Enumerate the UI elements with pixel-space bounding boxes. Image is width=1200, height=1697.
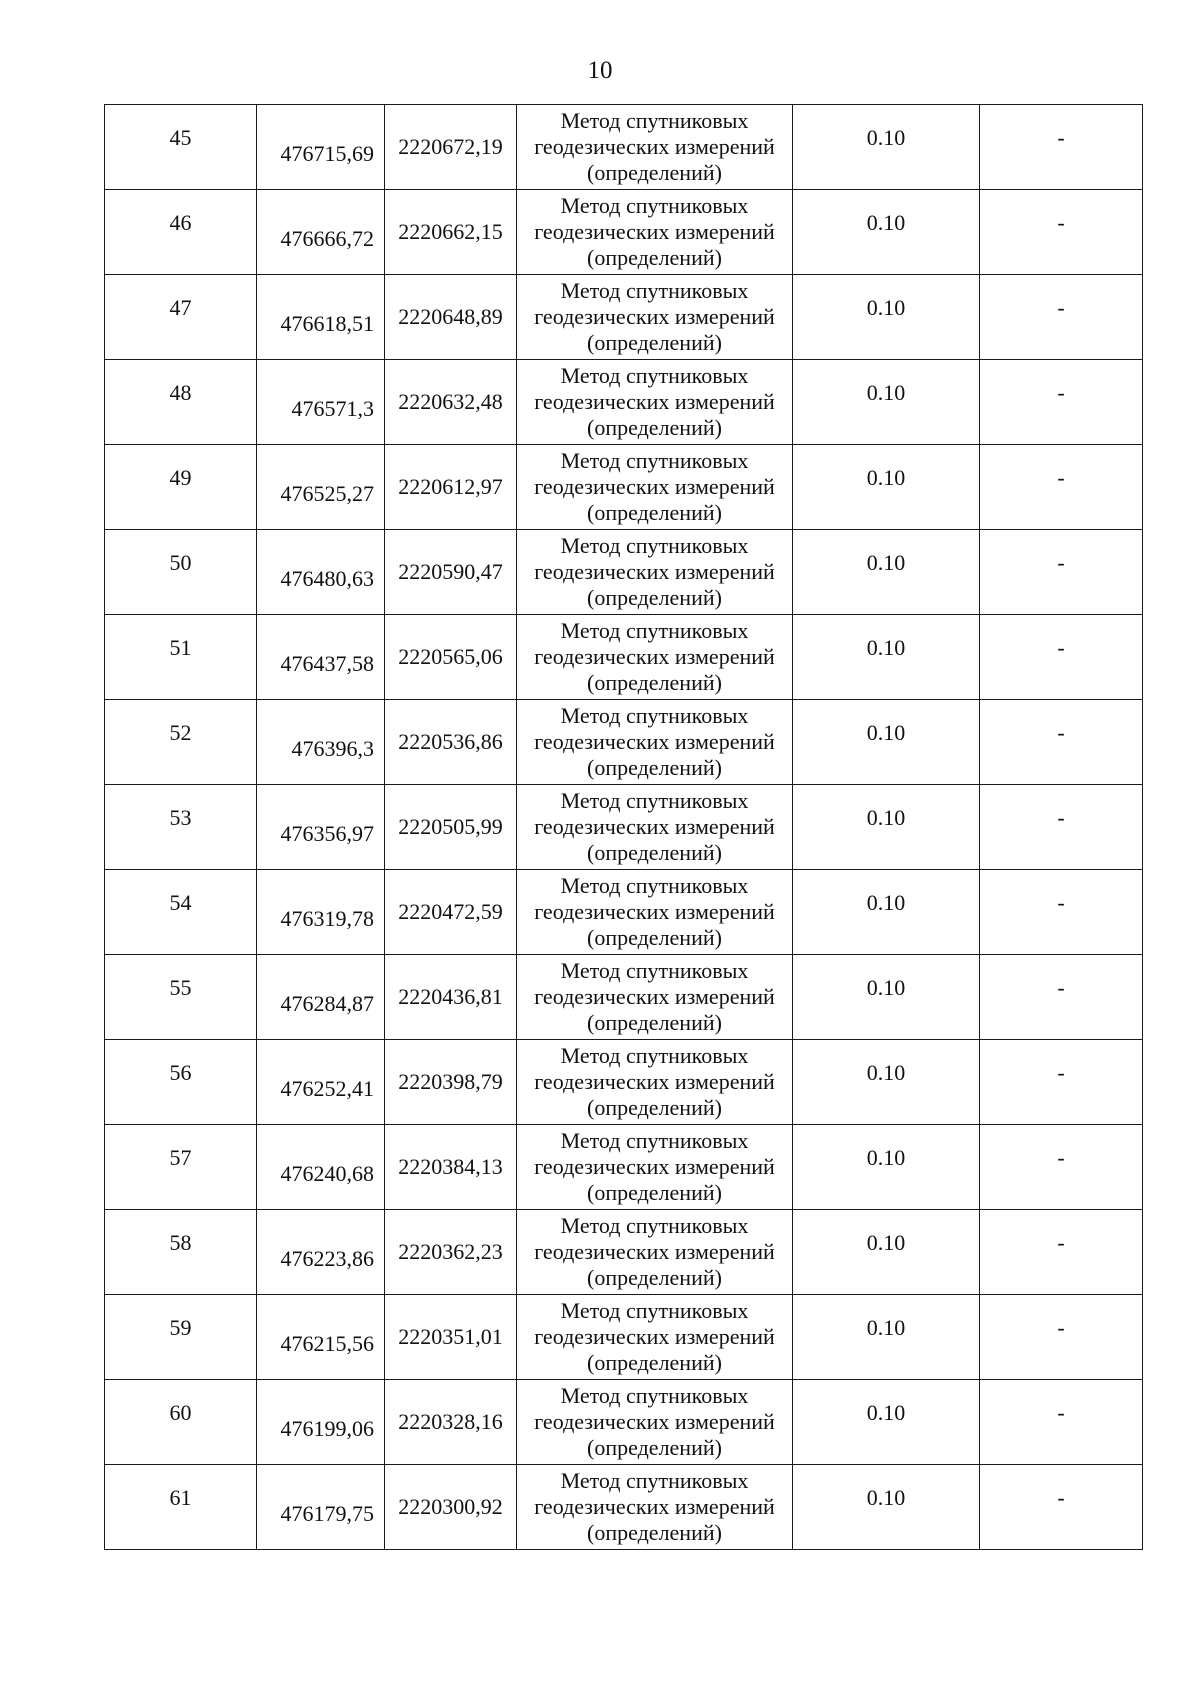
x-coordinate-cell: 476252,41 xyxy=(257,1040,385,1125)
method-cell xyxy=(517,530,793,615)
y-coordinate-cell: 2220328,16 xyxy=(385,1380,517,1465)
y-coordinate-cell: 2220632,48 xyxy=(385,360,517,445)
method-text-line1: Метод спутниковых xyxy=(560,1298,749,1323)
x-coordinate-cell: 476223,86 xyxy=(257,1210,385,1295)
accuracy-cell: 0.10 xyxy=(793,190,980,275)
x-coordinate-cell: 476179,75 xyxy=(257,1465,385,1550)
point-number-cell: 61 xyxy=(105,1465,257,1550)
table-row xyxy=(105,870,1143,955)
y-coordinate-cell: 2220505,99 xyxy=(385,785,517,870)
table-row xyxy=(105,955,1143,1040)
method-text-line2: геодезических измерений xyxy=(534,984,775,1009)
accuracy-cell: 0.10 xyxy=(793,445,980,530)
note-cell: - xyxy=(980,445,1143,530)
point-number-cell: 49 xyxy=(105,445,257,530)
method-text-line1: Метод спутниковых xyxy=(560,1213,749,1238)
accuracy-cell: 0.10 xyxy=(793,615,980,700)
method-cell xyxy=(517,1210,793,1295)
note-cell: - xyxy=(980,1465,1143,1550)
note-cell: - xyxy=(980,1295,1143,1380)
method-text-line3: (определений) xyxy=(587,1265,722,1290)
y-coordinate-cell: 2220648,89 xyxy=(385,275,517,360)
method-text-line1: Метод спутниковых xyxy=(560,448,749,473)
method-cell xyxy=(517,360,793,445)
table-row xyxy=(105,445,1143,530)
y-coordinate-cell: 2220536,86 xyxy=(385,700,517,785)
method-text-line1: Метод спутниковых xyxy=(560,958,749,983)
method-text-line1: Метод спутниковых xyxy=(560,533,749,558)
x-coordinate-cell: 476480,63 xyxy=(257,530,385,615)
accuracy-cell: 0.10 xyxy=(793,1295,980,1380)
point-number-cell: 50 xyxy=(105,530,257,615)
point-number-cell: 45 xyxy=(105,105,257,190)
note-cell: - xyxy=(980,1210,1143,1295)
method-text-line2: геодезических измерений xyxy=(534,1324,775,1349)
method-cell xyxy=(517,955,793,1040)
method-cell xyxy=(517,615,793,700)
method-text-line3: (определений) xyxy=(587,840,722,865)
table-row xyxy=(105,700,1143,785)
method-text-line2: геодезических измерений xyxy=(534,219,775,244)
method-text-line2: геодезических измерений xyxy=(534,814,775,839)
method-text-line3: (определений) xyxy=(587,1520,722,1545)
y-coordinate-cell: 2220362,23 xyxy=(385,1210,517,1295)
page-number: 10 xyxy=(587,57,613,84)
y-coordinate-cell: 2220662,15 xyxy=(385,190,517,275)
method-cell xyxy=(517,785,793,870)
point-number-cell: 60 xyxy=(105,1380,257,1465)
method-text-line3: (определений) xyxy=(587,160,722,185)
method-text-line2: геодезических измерений xyxy=(534,1154,775,1179)
table-row xyxy=(105,1295,1143,1380)
note-cell: - xyxy=(980,360,1143,445)
accuracy-cell: 0.10 xyxy=(793,955,980,1040)
accuracy-cell: 0.10 xyxy=(793,1465,980,1550)
method-cell xyxy=(517,1040,793,1125)
method-text-line2: геодезических измерений xyxy=(534,474,775,499)
accuracy-cell: 0.10 xyxy=(793,1380,980,1465)
point-number-cell: 46 xyxy=(105,190,257,275)
x-coordinate-cell: 476319,78 xyxy=(257,870,385,955)
method-text-line3: (определений) xyxy=(587,500,722,525)
x-coordinate-cell: 476571,3 xyxy=(257,360,385,445)
method-text-line1: Метод спутниковых xyxy=(560,1043,749,1068)
note-cell: - xyxy=(980,870,1143,955)
y-coordinate-cell: 2220672,19 xyxy=(385,105,517,190)
method-text-line2: геодезических измерений xyxy=(534,1069,775,1094)
accuracy-cell: 0.10 xyxy=(793,530,980,615)
note-cell: - xyxy=(980,615,1143,700)
method-cell xyxy=(517,105,793,190)
method-text-line3: (определений) xyxy=(587,330,722,355)
x-coordinate-cell: 476666,72 xyxy=(257,190,385,275)
accuracy-cell: 0.10 xyxy=(793,360,980,445)
method-cell xyxy=(517,445,793,530)
method-cell xyxy=(517,275,793,360)
y-coordinate-cell: 2220565,06 xyxy=(385,615,517,700)
accuracy-cell: 0.10 xyxy=(793,275,980,360)
method-text-line2: геодезических измерений xyxy=(534,644,775,669)
point-number-cell: 56 xyxy=(105,1040,257,1125)
point-number-cell: 58 xyxy=(105,1210,257,1295)
method-text-line3: (определений) xyxy=(587,1435,722,1460)
x-coordinate-cell: 476215,56 xyxy=(257,1295,385,1380)
method-text-line1: Метод спутниковых xyxy=(560,618,749,643)
method-text-line2: геодезических измерений xyxy=(534,1494,775,1519)
coordinates-table xyxy=(104,104,1143,1550)
method-text-line3: (определений) xyxy=(587,670,722,695)
method-text-line2: геодезических измерений xyxy=(534,134,775,159)
point-number-cell: 54 xyxy=(105,870,257,955)
method-cell xyxy=(517,1295,793,1380)
method-cell xyxy=(517,700,793,785)
x-coordinate-cell: 476437,58 xyxy=(257,615,385,700)
accuracy-cell: 0.10 xyxy=(793,700,980,785)
point-number-cell: 47 xyxy=(105,275,257,360)
note-cell: - xyxy=(980,700,1143,785)
method-text-line1: Метод спутниковых xyxy=(560,703,749,728)
method-text-line3: (определений) xyxy=(587,415,722,440)
method-text-line1: Метод спутниковых xyxy=(560,363,749,388)
table-row xyxy=(105,1380,1143,1465)
method-text-line3: (определений) xyxy=(587,1010,722,1035)
table-row xyxy=(105,1040,1143,1125)
x-coordinate-cell: 476240,68 xyxy=(257,1125,385,1210)
point-number-cell: 52 xyxy=(105,700,257,785)
point-number-cell: 53 xyxy=(105,785,257,870)
table-row xyxy=(105,1125,1143,1210)
accuracy-cell: 0.10 xyxy=(793,1040,980,1125)
accuracy-cell: 0.10 xyxy=(793,785,980,870)
note-cell: - xyxy=(980,105,1143,190)
method-cell xyxy=(517,1465,793,1550)
method-text-line1: Метод спутниковых xyxy=(560,1128,749,1153)
method-text-line3: (определений) xyxy=(587,585,722,610)
accuracy-cell: 0.10 xyxy=(793,105,980,190)
method-text-line2: геодезических измерений xyxy=(534,729,775,754)
method-text-line1: Метод спутниковых xyxy=(560,1383,749,1408)
method-text-line3: (определений) xyxy=(587,245,722,270)
method-text-line2: геодезических измерений xyxy=(534,559,775,584)
method-cell xyxy=(517,190,793,275)
table-row xyxy=(105,530,1143,615)
table-row xyxy=(105,1210,1143,1295)
x-coordinate-cell: 476525,27 xyxy=(257,445,385,530)
method-text-line1: Метод спутниковых xyxy=(560,1468,749,1493)
y-coordinate-cell: 2220590,47 xyxy=(385,530,517,615)
note-cell: - xyxy=(980,530,1143,615)
x-coordinate-cell: 476618,51 xyxy=(257,275,385,360)
accuracy-cell: 0.10 xyxy=(793,1210,980,1295)
method-text-line3: (определений) xyxy=(587,925,722,950)
y-coordinate-cell: 2220472,59 xyxy=(385,870,517,955)
method-text-line1: Метод спутниковых xyxy=(560,788,749,813)
point-number-cell: 48 xyxy=(105,360,257,445)
method-text-line2: геодезических измерений xyxy=(534,1239,775,1264)
method-text-line3: (определений) xyxy=(587,1350,722,1375)
y-coordinate-cell: 2220351,01 xyxy=(385,1295,517,1380)
x-coordinate-cell: 476356,97 xyxy=(257,785,385,870)
method-text-line2: геодезических измерений xyxy=(534,389,775,414)
method-text-line1: Метод спутниковых xyxy=(560,278,749,303)
y-coordinate-cell: 2220398,79 xyxy=(385,1040,517,1125)
x-coordinate-cell: 476199,06 xyxy=(257,1380,385,1465)
method-text-line1: Метод спутниковых xyxy=(560,108,749,133)
method-text-line3: (определений) xyxy=(587,755,722,780)
method-cell xyxy=(517,870,793,955)
accuracy-cell: 0.10 xyxy=(793,870,980,955)
x-coordinate-cell: 476284,87 xyxy=(257,955,385,1040)
method-cell xyxy=(517,1380,793,1465)
note-cell: - xyxy=(980,1040,1143,1125)
method-text-line3: (определений) xyxy=(587,1180,722,1205)
y-coordinate-cell: 2220384,13 xyxy=(385,1125,517,1210)
method-cell xyxy=(517,1125,793,1210)
note-cell: - xyxy=(980,190,1143,275)
note-cell: - xyxy=(980,785,1143,870)
y-coordinate-cell: 2220436,81 xyxy=(385,955,517,1040)
method-text-line2: геодезических измерений xyxy=(534,1409,775,1434)
table-row xyxy=(105,275,1143,360)
method-text-line2: геодезических измерений xyxy=(534,304,775,329)
table-row xyxy=(105,105,1143,190)
x-coordinate-cell: 476396,3 xyxy=(257,700,385,785)
point-number-cell: 57 xyxy=(105,1125,257,1210)
method-text-line1: Метод спутниковых xyxy=(560,193,749,218)
table-row xyxy=(105,360,1143,445)
note-cell: - xyxy=(980,275,1143,360)
point-number-cell: 55 xyxy=(105,955,257,1040)
x-coordinate-cell: 476715,69 xyxy=(257,105,385,190)
method-text-line2: геодезических измерений xyxy=(534,899,775,924)
y-coordinate-cell: 2220612,97 xyxy=(385,445,517,530)
note-cell: - xyxy=(980,955,1143,1040)
table-row xyxy=(105,615,1143,700)
y-coordinate-cell: 2220300,92 xyxy=(385,1465,517,1550)
table-body xyxy=(105,105,1143,1550)
table-row xyxy=(105,1465,1143,1550)
note-cell: - xyxy=(980,1125,1143,1210)
table-row xyxy=(105,785,1143,870)
point-number-cell: 51 xyxy=(105,615,257,700)
point-number-cell: 59 xyxy=(105,1295,257,1380)
method-text-line1: Метод спутниковых xyxy=(560,873,749,898)
method-text-line3: (определений) xyxy=(587,1095,722,1120)
note-cell: - xyxy=(980,1380,1143,1465)
table-row xyxy=(105,190,1143,275)
accuracy-cell: 0.10 xyxy=(793,1125,980,1210)
